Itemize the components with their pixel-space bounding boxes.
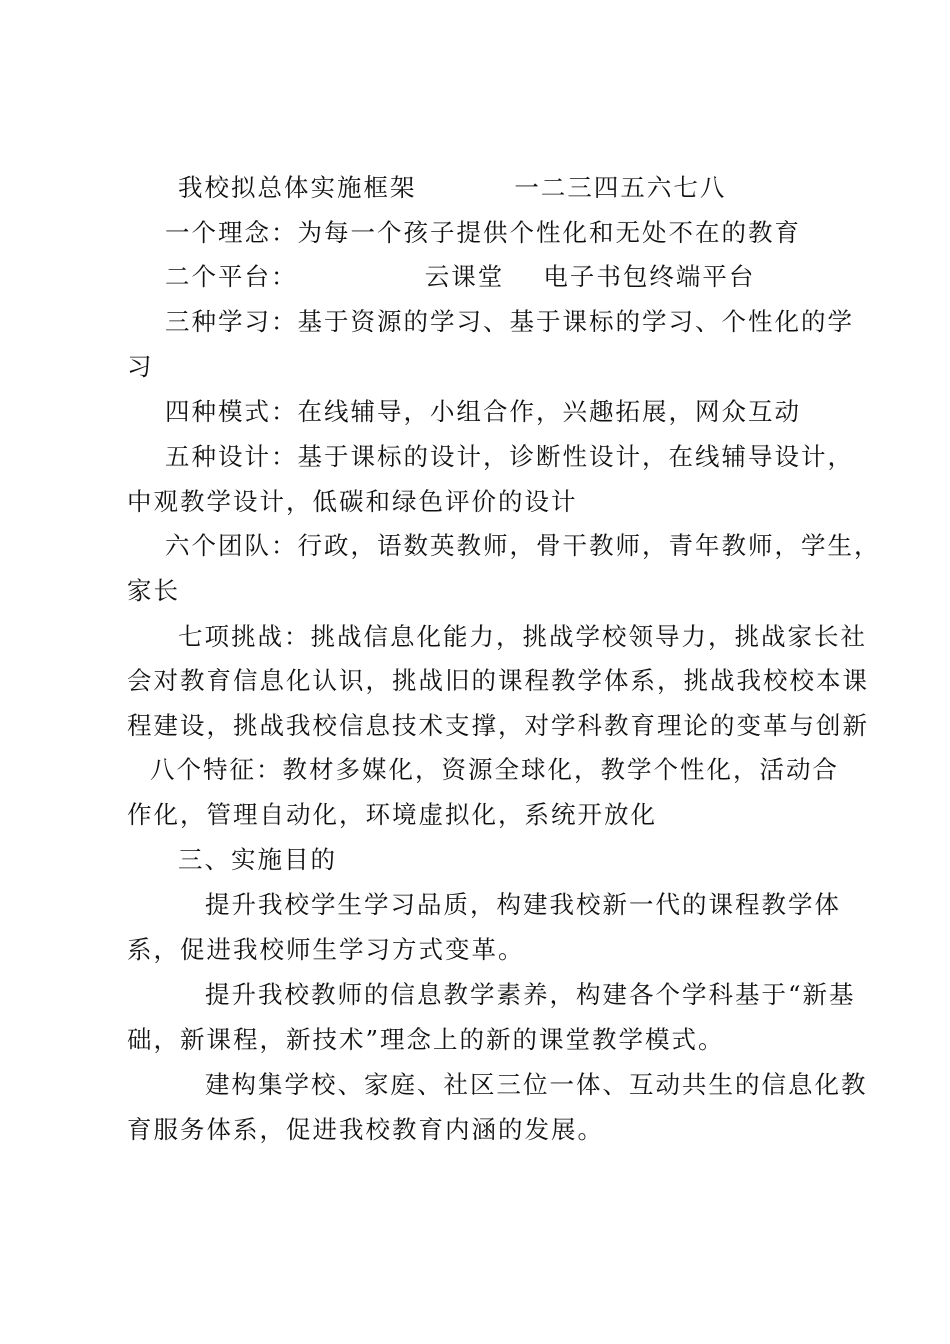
challenges-line-cont-1: 会对教育信息化认识，挑战旧的课程教学体系，挑战我校校本课 <box>127 666 869 695</box>
purpose-paragraph-3: 建构集学校、家庭、社区三位一体、互动共生的信息化教 <box>205 1070 868 1099</box>
challenges-line: 七项挑战：挑战信息化能力，挑战学校领导力，挑战家长社 <box>178 622 867 651</box>
challenges-line-cont-2: 程建设，挑战我校信息技术支撑，对学科教育理论的变革与创新 <box>127 711 869 740</box>
modes-line: 四种模式：在线辅导，小组合作，兴趣拓展，网众互动 <box>165 397 801 426</box>
section-heading-purpose: 三、实施目的 <box>178 845 337 874</box>
features-line-cont: 作化，管理自动化，环境虚拟化，系统开放化 <box>127 800 657 829</box>
purpose-paragraph-3-cont: 育服务体系，促进我校教育内涵的发展。 <box>127 1115 604 1144</box>
concept-line: 一个理念：为每一个孩子提供个性化和无处不在的教育 <box>165 218 801 247</box>
purpose-paragraph-1-cont: 系，促进我校师生学习方式变革。 <box>127 935 525 964</box>
teams-line-cont: 家长 <box>127 576 180 605</box>
features-line: 八个特征：教材多媒化，资源全球化，教学个性化，活动合 <box>150 755 839 784</box>
purpose-paragraph-2: 提升我校教师的信息教学素养，构建各个学科基于“新基 <box>205 980 856 1009</box>
framework-heading: 我校拟总体实施框架 一二三四五六七八 <box>178 173 727 202</box>
purpose-paragraph-2-cont: 础，新课程，新技术”理念上的新的课堂教学模式。 <box>127 1025 725 1054</box>
platform-line: 二个平台： 云课堂 电子书包终端平台 <box>165 262 756 291</box>
design-line: 五种设计：基于课标的设计，诊断性设计，在线辅导设计， <box>165 442 854 471</box>
purpose-paragraph-1: 提升我校学生学习品质，构建我校新一代的课程教学体 <box>205 890 841 919</box>
teams-line: 六个团队：行政，语数英教师，骨干教师，青年教师，学生， <box>165 531 881 560</box>
design-line-cont: 中观教学设计，低碳和绿色评价的设计 <box>127 487 578 516</box>
learning-line-cont: 习 <box>127 352 154 381</box>
learning-line: 三种学习：基于资源的学习、基于课标的学习、个性化的学 <box>165 307 854 336</box>
